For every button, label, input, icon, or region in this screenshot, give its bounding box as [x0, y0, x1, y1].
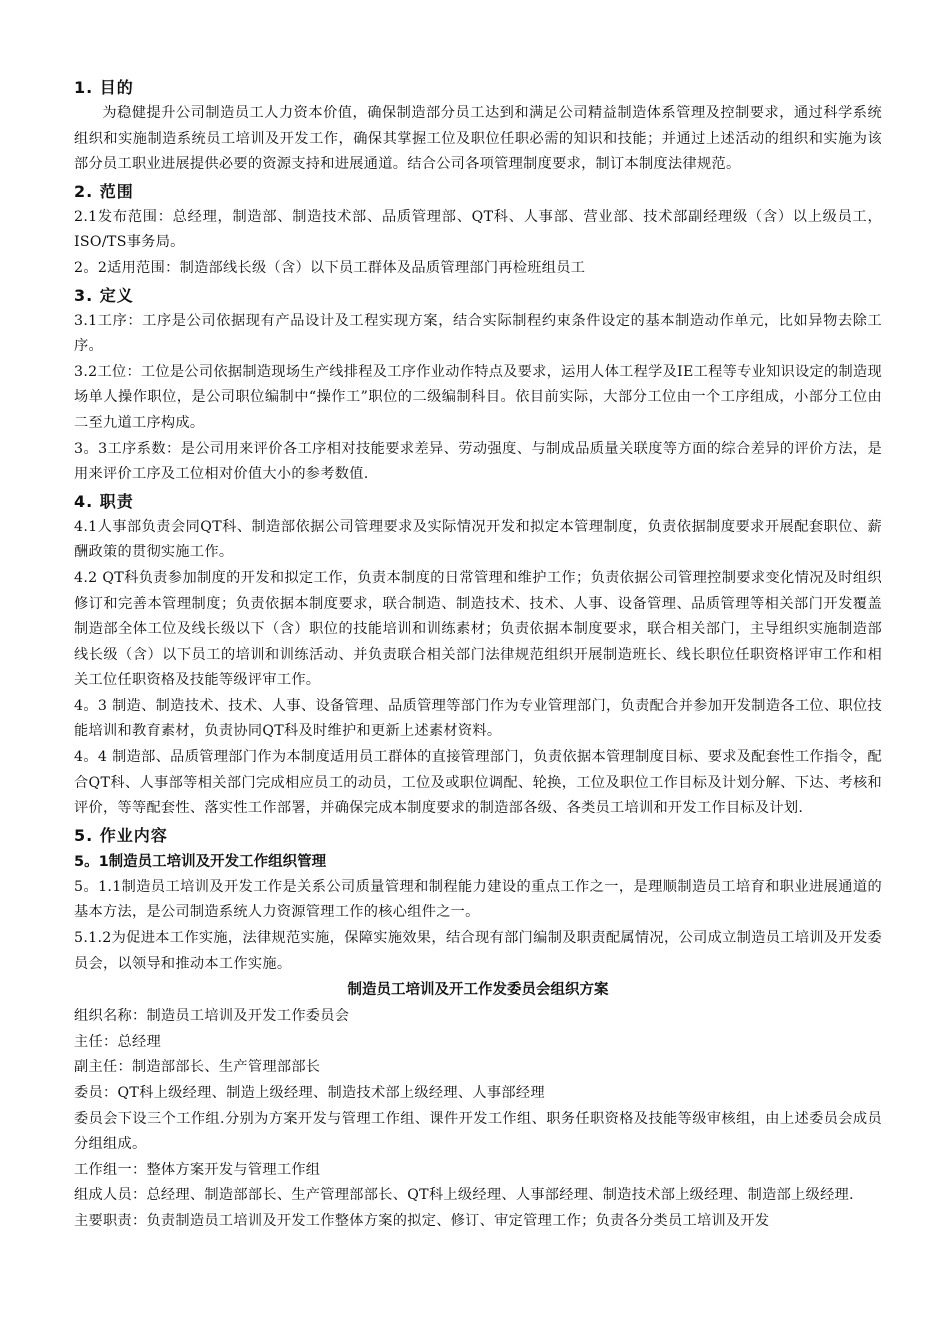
committee-plan-title: 制造员工培训及开工作发委员会组织方案	[347, 982, 609, 999]
section-3-heading: 3. 定义	[74, 285, 134, 305]
committee-director: 主任：总经理	[74, 1033, 161, 1050]
work-group-1-title: 工作组一：整体方案开发与管理工作组	[74, 1161, 321, 1178]
section-2-heading: 2. 范围	[74, 181, 134, 201]
committee-vice-director: 副主任：制造部部长、生产管理部部长	[74, 1059, 321, 1076]
section-1-heading: 1. 目的	[74, 78, 134, 97]
definition-paragraph-3-1: 3.1工序：工序是公司依据现有产品设计及工程实现方案，结合实际制程约束条件设定的基本制造动作单元，比如异物去除工序。	[74, 312, 882, 355]
committee-org-name: 组织名称：制造员工培训及开发工作委员会	[74, 1008, 350, 1025]
scope-paragraph-2-2: 2。2适用范围：制造部线长级（含）以下员工群体及品质管理部门再检班组员工	[74, 259, 586, 276]
section-4-heading: 4. 职责	[74, 491, 134, 511]
work-group-1-members: 组成人员：总经理、制造部部长、生产管理部部长、QT科上级经理、人事部经理、制造技术部上级经理、制造部上级经理.	[74, 1187, 854, 1204]
work-paragraph-5-1-2: 5.1.2为促进本工作实施，法律规范实施，保障实施效果，结合现有部门编制及职责配属情况，公司成立制造员工培训及开发委员会，以领导和推动本工作实施。	[74, 930, 882, 972]
definition-paragraph-3-3: 3。3工序系数：是公司用来评价各工序相对技能要求差异、劳动强度、与制成品质量关联度等方面的综合差异的评价方法，是用来评价工序及工位相对价值大小的参考数值.	[74, 440, 882, 483]
committee-members: 委员：QT科上级经理、制造上级经理、制造技术部上级经理、人事部经理	[74, 1085, 545, 1101]
work-paragraph-5-1-1: 5。1.1制造员工培训及开发工作是关系公司质量管理和制程能力建设的重点工作之一，是理顺制造员工培育和职业进展通道的基本方法，是公司制造系统人力资源管理工作的核心组件之一。	[74, 878, 882, 921]
responsibility-paragraph-4-2: 4.2 QT科负责参加制度的开发和拟定工作，负责本制度的日常管理和维护工作；负责依据公司管理控制要求变化情况及时组织修订和完善本管理制度；负责依据本制度要求，联合制造、制造技术、技术、人事、设备管理、品质管理等相关部门开发覆盖制造部全体工位及线长级以下（含）职位的技能培训和训练素材；负责依据本制度要求，联合相关部门，主导组织实施制造部线长级（含）以下员工的培训和训练活动、并负责联合相关部门法律规范组织开展制造班长、线长职位任职资格评审工作和相关工位任职资格及技能等级评审工作。	[74, 569, 882, 689]
responsibility-paragraph-4-3: 4。3 制造、制造技术、技术、人事、设备管理、品质管理等部门作为专业管理部门，负责配合并参加开发制造各工位、职位技能培训和教育素材，负责协同QT科及时维护和更新上述素材资料。	[74, 697, 882, 740]
definition-paragraph-3-2: 3.2工位：工位是公司依据制造现场生产线排程及工序作业动作特点及要求，运用人体工程学及IE工程等专业知识设定的制造现场单人操作职位，是公司职位编制中“操作工”职位的二级编制科目。依目前实际，大部分工位由一个工序组成，小部分工位由二至九道工序构成。	[74, 363, 882, 431]
scope-paragraph-2-1: 2.1发布范围：总经理，制造部、制造技术部、品质管理部、QT科、人事部、营业部、技术部副经理级（含）以上级员工，ISO/TS事务局。	[74, 208, 882, 251]
responsibility-paragraph-4-4: 4。4 制造部、品质管理部门作为本制度适用员工群体的直接管理部门，负责依据本管理制度目标、要求及配套性工作指令，配合QT科、人事部等相关部门完成相应员工的动员，工位及或职位调配、轮换，工位及职位工作目标及计划分解、下达、考核和评价，等等配套性、落实性工作部署，并确保完成本制度要求的制造部各级、各类员工培训和开发工作目标及计划.	[74, 749, 882, 817]
section-5-1-heading: 5。1制造员工培训及开发工作组织管理	[74, 853, 327, 870]
work-group-1-duties: 主要职责：负责制造员工培训及开发工作整体方案的拟定、修订、审定管理工作；负责各分类员工培训及开发	[74, 1212, 770, 1229]
purpose-paragraph: 为稳健提升公司制造员工人力资本价值，确保制造部分员工达到和满足公司精益制造体系管理及控制要求，通过科学系统组织和实施制造系统员工培训及开发工作，确保其掌握工位及职位任职必需的知识和技能；并通过上述活动的组织和实施为该部分员工职业进展提供必要的资源支持和进展通道。结合公司各项管理制度要求，制订本制度法律规范。	[74, 105, 882, 173]
responsibility-paragraph-4-1: 4.1人事部负责会同QT科、制造部依据公司管理要求及实际情况开发和拟定本管理制度，负责依据制度要求开展配套职位、薪酬政策的贯彻实施工作。	[74, 518, 882, 561]
committee-groups: 委员会下设三个工作组.分别为方案开发与管理工作组、课件开发工作组、职务任职资格及技能等级审核组，由上述委员会成员分组组成。	[74, 1110, 882, 1153]
section-5-heading: 5. 作业内容	[74, 825, 168, 845]
